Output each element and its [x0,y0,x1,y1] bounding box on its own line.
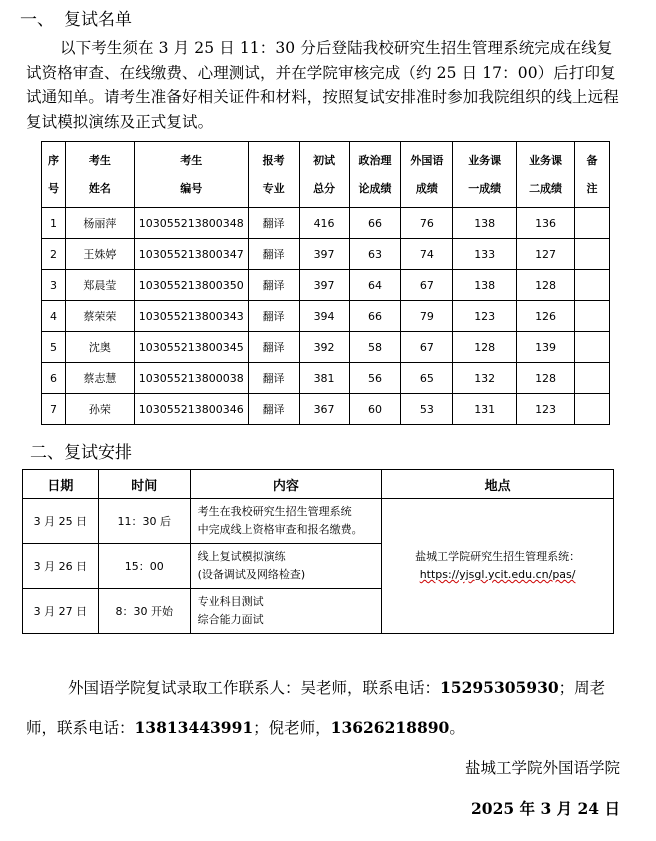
header-line: 外国语 [410,153,444,167]
header-line: 姓名 [88,181,111,195]
schedule-date: 3 月 27 日 [23,589,99,634]
table-cell: 136 [517,208,575,239]
contact-text: ；周老师，联系电话： [26,679,606,737]
header-line: 号 [47,181,59,195]
table-cell: 103055213800038 [134,363,248,394]
header-line: 业务课 [529,153,563,167]
table-cell: 64 [349,270,401,301]
contact-phone: 15295305930 [440,678,559,697]
header-line: 考生 [88,153,111,167]
table-row [42,363,610,394]
table-cell: 123 [453,301,517,332]
table-header-cell [575,142,610,208]
table-cell: 53 [401,394,453,425]
header-date: 日期 [23,470,99,499]
table-cell: 沈奥 [65,332,134,363]
table-cell [575,239,610,270]
table-cell: 3 [42,270,66,301]
schedule-content [190,499,382,544]
header-line: 二成绩 [529,181,563,195]
header-line: 业务课 [468,153,502,167]
schedule-content-line: 综合能力面试 [197,613,264,626]
table-cell [575,301,610,332]
table-cell: 416 [299,208,349,239]
table-cell: 6 [42,363,66,394]
table-cell: 103055213800347 [134,239,248,270]
table-cell: 103055213800346 [134,394,248,425]
table-cell: 367 [299,394,349,425]
table-cell: 103055213800350 [134,270,248,301]
contact-text: 外国语学院复试录取工作联系人：吴老师，联系电话： [68,679,441,697]
table-cell: 2 [42,239,66,270]
header-time: 时间 [98,470,190,499]
header-line: 初试 [313,153,336,167]
schedule-content-line: 专业科目测试 [197,595,264,608]
table-cell: 66 [349,208,401,239]
table-cell: 128 [517,363,575,394]
table-cell [575,394,610,425]
header-line: 编号 [180,181,203,195]
header-line: 专业 [262,181,285,195]
table-cell: 397 [299,270,349,301]
table-cell: 66 [349,301,401,332]
table-header-cell [349,142,401,208]
table-cell: 4 [42,301,66,332]
table-cell: 132 [453,363,517,394]
table-cell: 133 [453,239,517,270]
document-date: 2025 年 3 月 24 日 [471,799,620,818]
table-cell: 5 [42,332,66,363]
table-cell: 7 [42,394,66,425]
table-cell: 131 [453,394,517,425]
table-cell: 王姝婷 [65,239,134,270]
table-cell: 397 [299,239,349,270]
table-cell: 蔡志慧 [65,363,134,394]
schedule-table [22,469,614,634]
table-cell [575,208,610,239]
schedule-row [23,499,614,544]
table-row [42,394,610,425]
table-cell: 1 [42,208,66,239]
table-cell: 65 [401,363,453,394]
table-header-cell [401,142,453,208]
table-cell: 翻译 [248,270,299,301]
schedule-content-line: (设备调试及网络检查) [197,568,306,581]
table-cell: 123 [517,394,575,425]
schedule-time: 11：30 后 [98,499,190,544]
location-url[interactable]: https://yjsgl.ycit.edu.cn/pas/ [419,568,576,581]
schedule-location [382,499,614,634]
section1-heading [20,5,132,30]
schedule-date: 3 月 25 日 [23,499,99,544]
schedule-content [190,544,382,589]
table-cell: 139 [517,332,575,363]
table-cell: 381 [299,363,349,394]
header-line: 考生 [180,153,203,167]
table-cell: 蔡荣荣 [65,301,134,332]
table-header-cell [453,142,517,208]
intro-paragraph: 以下考生须在 3 月 25 日 11：30 分后登陆我校研究生招生管理系统完成在线复试资格审查、在线缴费、心理测试，并在学院审核完成（约 25 日 17：00）后打印复试通知单。请考生准备好相关证件和材料，按照复试安排准时参加我院组织的线上远程复试模拟演练及正式复试。 [26,39,619,131]
section1-title: 复试名单 [64,10,132,30]
table-cell: 翻译 [248,239,299,270]
table-cell: 79 [401,301,453,332]
table-cell: 杨丽萍 [65,208,134,239]
table-row [42,270,610,301]
table-cell: 128 [517,270,575,301]
header-location: 地点 [382,470,614,499]
table-cell: 翻译 [248,363,299,394]
table-header-cell [65,142,134,208]
contact-text: ；倪老师， [253,719,331,737]
table-cell: 67 [401,332,453,363]
table-cell: 74 [401,239,453,270]
table-row [42,208,610,239]
schedule-content-line: 中完成线上资格审查和报名缴费。 [197,523,363,536]
table-cell: 67 [401,270,453,301]
schedule-content-line: 考生在我校研究生招生管理系统 [197,505,352,518]
header-line: 序 [47,153,59,167]
table-header-cell [134,142,248,208]
table-cell: 56 [349,363,401,394]
table-cell: 翻译 [248,332,299,363]
table-cell: 103055213800345 [134,332,248,363]
candidate-table [41,141,610,425]
header-line: 备 [586,153,598,167]
table-cell: 103055213800348 [134,208,248,239]
table-cell: 翻译 [248,394,299,425]
table-cell [575,270,610,301]
section2-heading: 二、复试安排 [30,443,132,463]
table-header-cell [517,142,575,208]
signature: 盐城工学院外国语学院 [464,759,620,777]
header-line: 论成绩 [358,181,392,195]
table-cell: 103055213800343 [134,301,248,332]
location-name: 盐城工学院研究生招生管理系统： [415,550,581,563]
table-cell: 138 [453,208,517,239]
schedule-content [190,589,382,634]
section1-number: 一、 [20,10,54,30]
table-cell [575,332,610,363]
table-cell [575,363,610,394]
schedule-time: 8：30 开始 [98,589,190,634]
table-row [42,301,610,332]
header-line: 成绩 [415,181,438,195]
contact-phone: 13626218890 [330,718,450,737]
header-line: 一成绩 [468,181,502,195]
contact-text: 。 [449,719,465,737]
table-cell: 138 [453,270,517,301]
schedule-content-line: 线上复试模拟演练 [197,550,286,563]
contact-paragraph [26,668,626,748]
table-cell: 63 [349,239,401,270]
schedule-time: 15：00 [98,544,190,589]
header-line: 总分 [313,181,336,195]
table-cell: 孙荣 [65,394,134,425]
table-cell: 郑晨莹 [65,270,134,301]
table-cell: 翻译 [248,208,299,239]
header-line: 报考 [262,153,285,167]
table-header-cell [42,142,66,208]
table-cell: 76 [401,208,453,239]
header-line: 政治理 [358,153,392,167]
table-cell: 128 [453,332,517,363]
header-content: 内容 [190,470,382,499]
table-cell: 126 [517,301,575,332]
table-header-cell [299,142,349,208]
table-cell: 58 [349,332,401,363]
table-cell: 60 [349,394,401,425]
table-cell: 127 [517,239,575,270]
table-cell: 394 [299,301,349,332]
table-row [42,239,610,270]
table-cell: 392 [299,332,349,363]
schedule-date: 3 月 26 日 [23,544,99,589]
header-line: 注 [586,181,598,195]
table-cell: 翻译 [248,301,299,332]
table-header-cell [248,142,299,208]
table-row [42,332,610,363]
contact-phone: 13813443991 [134,718,254,737]
